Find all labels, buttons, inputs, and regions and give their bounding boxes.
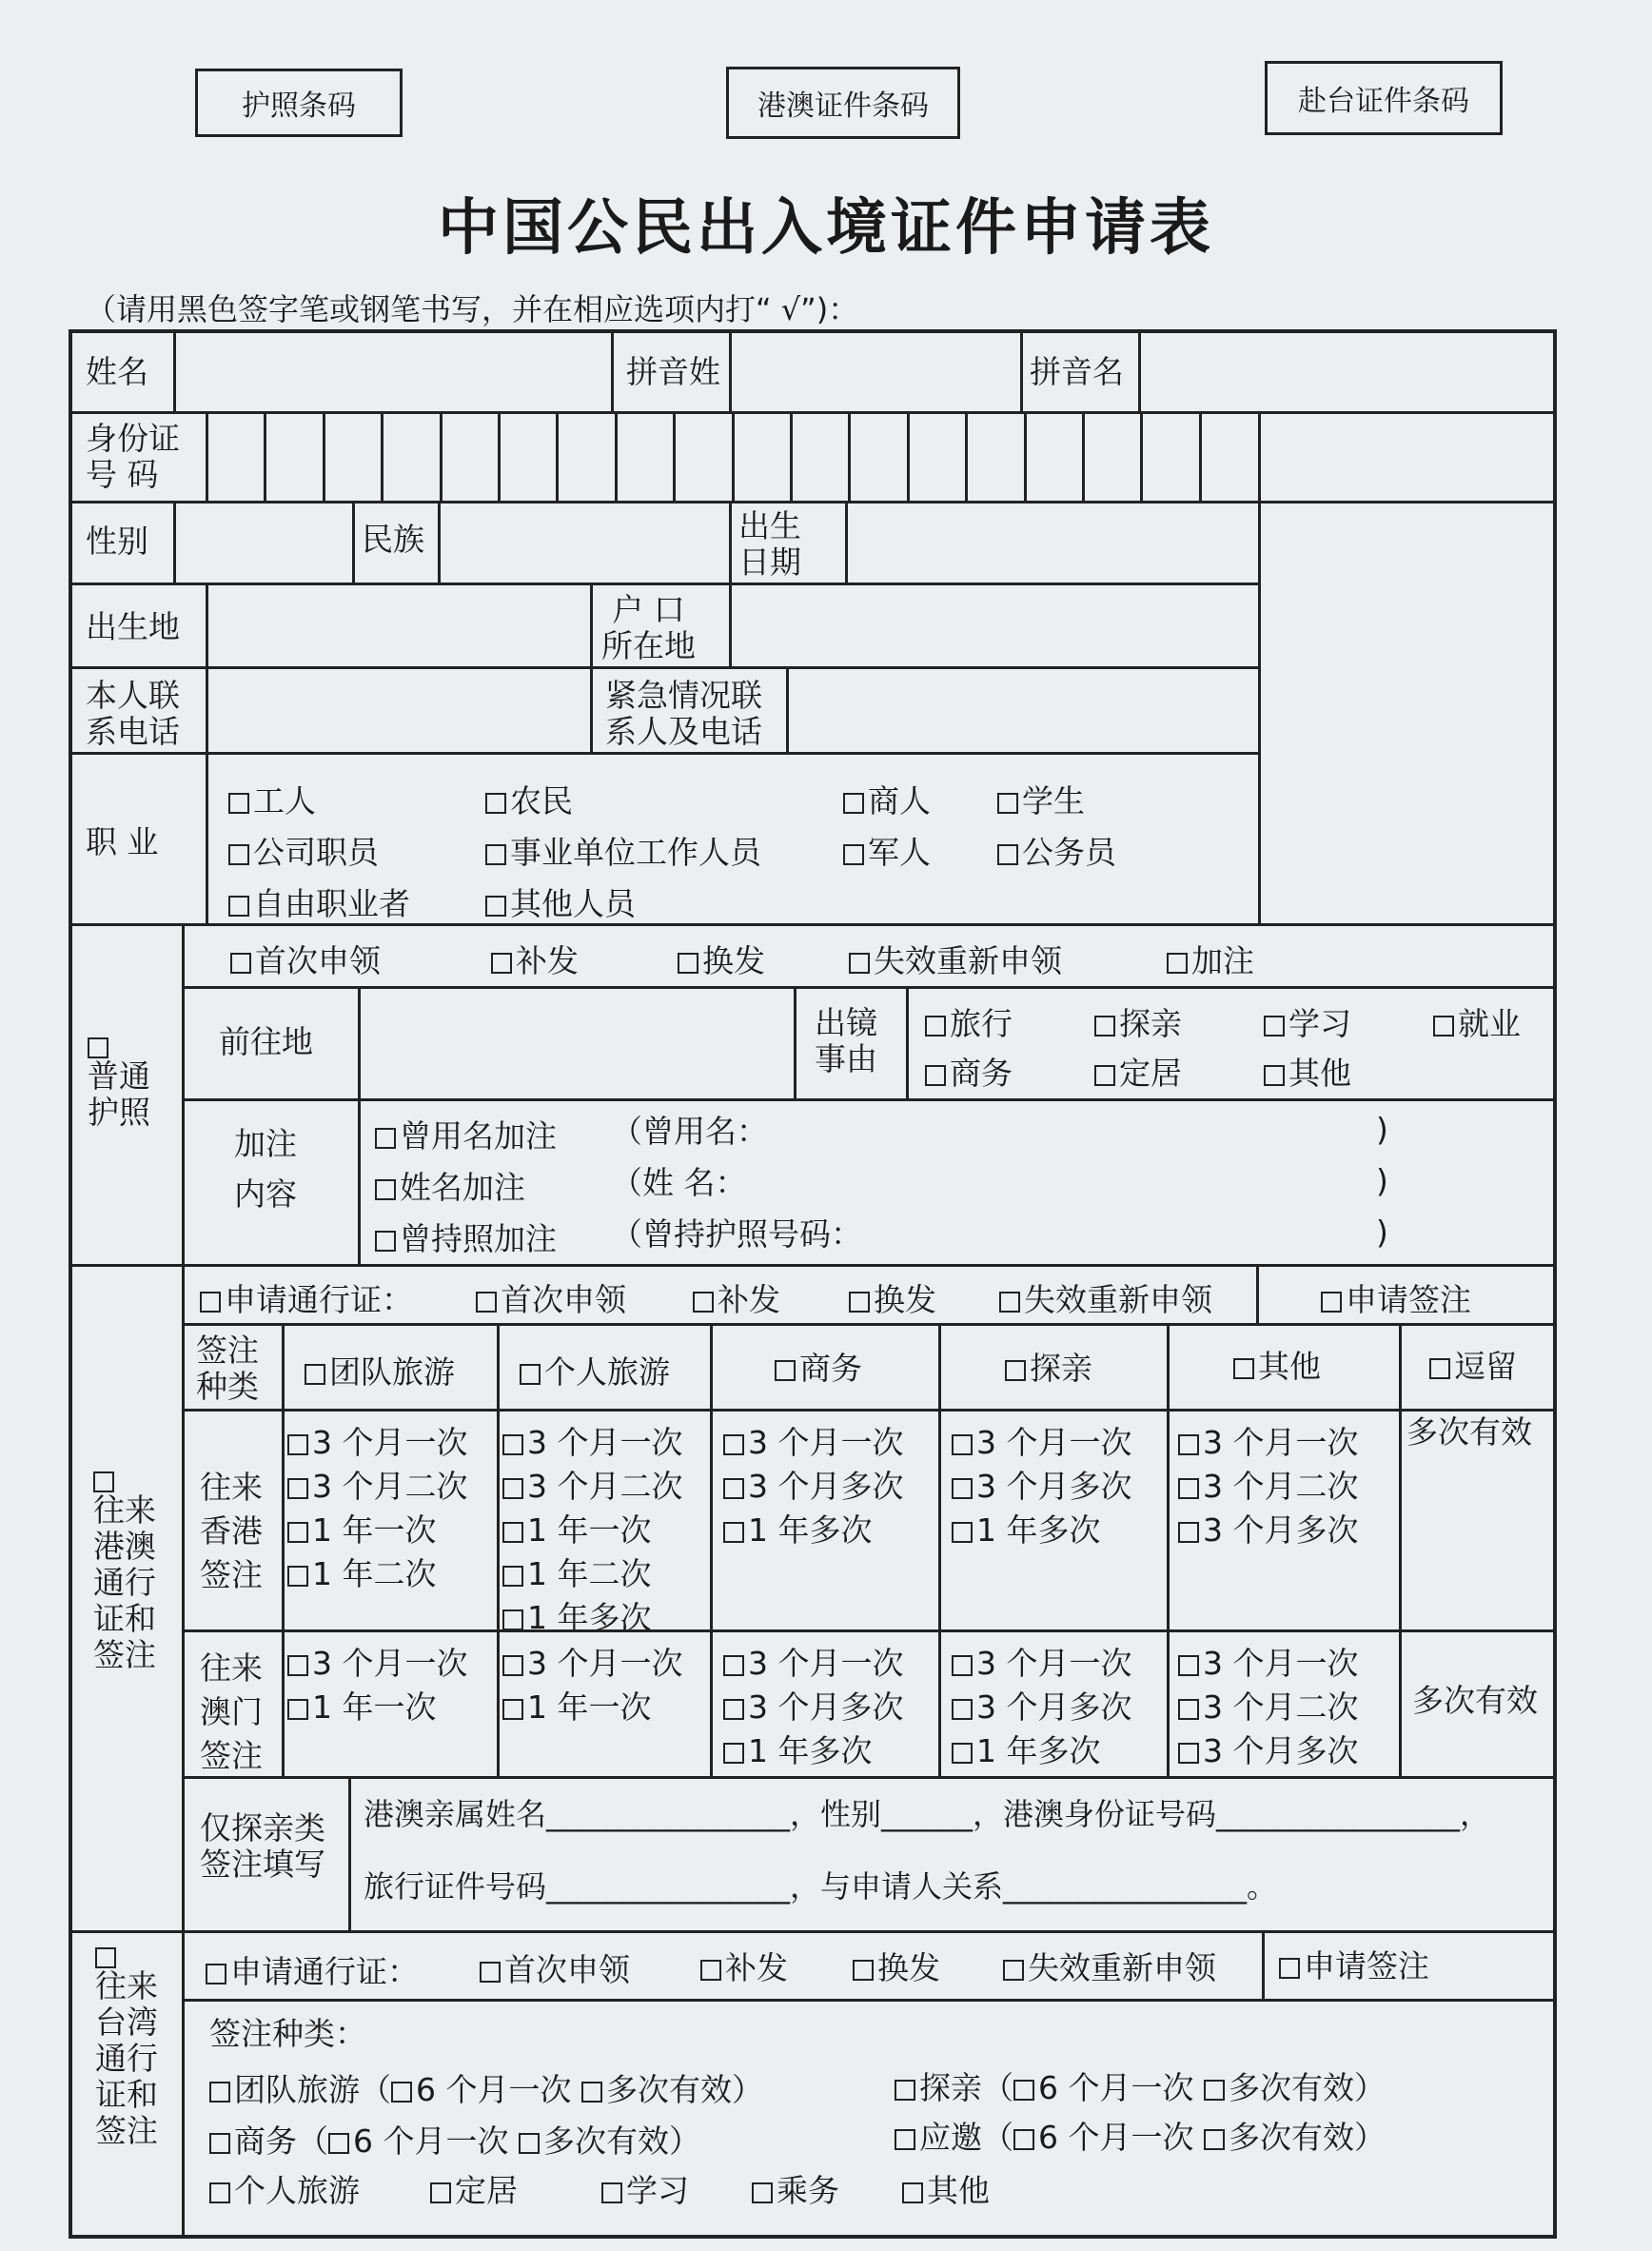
hkmo-apply-option[interactable]: 换发: [849, 1275, 936, 1320]
exit-reason-option[interactable]: 学习: [1264, 999, 1351, 1044]
checkbox-icon[interactable]: [228, 844, 249, 865]
taiwan-apply-option[interactable]: 换发: [853, 1944, 940, 1988]
visa-validity-option[interactable]: 1 年多次: [723, 1727, 873, 1771]
checkbox-icon[interactable]: [502, 1522, 523, 1543]
visa-validity-option[interactable]: 3 个月多次: [1178, 1727, 1359, 1771]
id-cell-divider: [264, 411, 266, 501]
checkbox-icon[interactable]: [723, 1743, 744, 1764]
checkbox-icon[interactable]: [1279, 1958, 1300, 1979]
passport-apply-option[interactable]: 加注: [1167, 937, 1254, 981]
checkbox-icon[interactable]: [1429, 1358, 1450, 1379]
checkbox-icon[interactable]: [1204, 2080, 1225, 2101]
visa-validity-option[interactable]: 3 个月一次: [1178, 1639, 1359, 1684]
checkbox-icon[interactable]: [1264, 1065, 1285, 1086]
close-paren: ): [1376, 1111, 1388, 1148]
id-cell-divider: [556, 411, 559, 501]
visa-validity-option[interactable]: 3 个月二次: [287, 1462, 468, 1507]
checkbox-icon[interactable]: [1321, 1292, 1342, 1313]
instruction-note: （请用黑色签字笔或钢笔书写，并在相应选项内打“ √”)：: [86, 291, 859, 327]
endorsement-option[interactable]: 姓名加注: [375, 1163, 525, 1208]
visa-validity-option[interactable]: 1 年多次: [502, 1593, 652, 1638]
id-number-label: 身份证 号 码: [86, 420, 180, 493]
visa-validity-option[interactable]: 1 年一次: [287, 1683, 437, 1728]
checkbox-icon[interactable]: [1178, 1655, 1199, 1676]
checkbox-icon[interactable]: [287, 1434, 308, 1455]
sex-label: 性别: [86, 523, 148, 560]
checkbox-icon[interactable]: [287, 1566, 308, 1587]
occupation-label: 职 业: [86, 823, 159, 860]
hkmo-visa-option[interactable]: 申请签注: [1321, 1275, 1471, 1320]
checkbox-icon[interactable]: [228, 793, 249, 814]
checkbox-icon[interactable]: [519, 2133, 540, 2154]
checkbox-icon[interactable]: [902, 2182, 923, 2203]
visa-type-option[interactable]: 其他: [1233, 1342, 1321, 1387]
visa-validity-option[interactable]: 1 年多次: [952, 1506, 1101, 1550]
passport-barcode-box: [195, 69, 403, 137]
checkbox-icon[interactable]: [925, 1065, 946, 1086]
taiwan-apply-option[interactable]: 首次申领: [480, 1945, 630, 1990]
checkbox-icon[interactable]: [1094, 1065, 1115, 1086]
visa-type-option[interactable]: 探亲: [1005, 1344, 1092, 1389]
checkbox-icon[interactable]: [93, 1471, 114, 1492]
checkbox-icon[interactable]: [723, 1478, 744, 1499]
name-label: 姓名: [86, 353, 148, 390]
checkbox-icon[interactable]: [849, 1292, 870, 1313]
checkbox-icon[interactable]: [1178, 1743, 1199, 1764]
hkmo-permit-option[interactable]: 申请通行证：: [200, 1275, 413, 1320]
id-cell-divider: [381, 411, 384, 501]
taiwan-barcode-label: 赴台证件条码: [1298, 85, 1469, 118]
checkbox-icon[interactable]: [895, 2129, 915, 2150]
id-cell-divider: [848, 411, 851, 501]
visa-validity-option[interactable]: 3 个月二次: [502, 1462, 683, 1507]
visa-validity-option[interactable]: 3 个月一次: [723, 1639, 904, 1684]
former-passport-field-label: （曾持护照号码：: [611, 1215, 862, 1253]
id-cell-divider: [1024, 411, 1027, 501]
exit-reason-option[interactable]: 商务: [925, 1049, 1013, 1094]
visa-type-option[interactable]: 商务: [775, 1344, 862, 1389]
checkbox-icon[interactable]: [1178, 1478, 1199, 1499]
id-cell-divider: [498, 411, 501, 501]
checkbox-icon[interactable]: [752, 2182, 773, 2203]
taiwan-permit-option[interactable]: 申请通行证：: [206, 1947, 419, 1992]
checkbox-icon[interactable]: [1264, 1016, 1285, 1037]
checkbox-icon[interactable]: [997, 844, 1018, 865]
id-cell-divider: [790, 411, 793, 501]
checkbox-icon[interactable]: [1204, 2129, 1225, 2150]
id-cell-divider: [1082, 411, 1085, 501]
checkbox-icon[interactable]: [88, 1037, 108, 1058]
checkbox-icon[interactable]: [502, 1566, 523, 1587]
checkbox-icon[interactable]: [520, 1364, 541, 1385]
checkbox-icon[interactable]: [209, 2182, 230, 2203]
hkmo-apply-option[interactable]: 补发: [693, 1275, 780, 1320]
checkbox-icon[interactable]: [391, 2082, 412, 2103]
destination-label: 前往地: [219, 1023, 313, 1060]
taiwan-visa-option[interactable]: 申请签注: [1279, 1942, 1429, 1986]
checkbox-icon[interactable]: [430, 2182, 451, 2203]
given-pinyin-label: 拼音名: [1030, 353, 1124, 390]
dob-label: 出生 日期: [738, 507, 801, 581]
visa-validity-option[interactable]: 3 个月一次: [287, 1418, 468, 1463]
checkbox-icon[interactable]: [485, 844, 506, 865]
birthplace-label: 出生地: [86, 608, 180, 645]
checkbox-icon[interactable]: [375, 1179, 396, 1200]
checkbox-icon[interactable]: [700, 1960, 721, 1981]
occupation-option[interactable]: 公务员: [997, 828, 1116, 873]
checkbox-icon[interactable]: [952, 1655, 973, 1676]
checkbox-icon[interactable]: [95, 1947, 116, 1968]
checkbox-icon[interactable]: [952, 1522, 973, 1543]
id-cell-divider: [732, 411, 735, 501]
ethnicity-label: 民族: [362, 521, 424, 558]
visa-validity-option[interactable]: 1 年一次: [502, 1683, 652, 1728]
taiwan-visa-row[interactable]: 团队旅游（ 6 个月一次 多次有效）: [209, 2065, 763, 2110]
id-cell-divider: [323, 411, 325, 501]
visa-validity-option[interactable]: 3 个月一次: [952, 1639, 1132, 1684]
checkbox-icon[interactable]: [287, 1478, 308, 1499]
checkbox-icon[interactable]: [1178, 1699, 1199, 1720]
exit-reason-option[interactable]: 旅行: [925, 999, 1013, 1044]
occupation-option[interactable]: 商人: [843, 777, 931, 821]
checkbox-icon[interactable]: [502, 1655, 523, 1676]
checkbox-icon[interactable]: [502, 1609, 523, 1630]
passport-barcode-label: 护照条码: [242, 89, 356, 123]
checkbox-icon[interactable]: [305, 1364, 325, 1385]
close-paren: ): [1376, 1162, 1388, 1199]
exit-reason-option[interactable]: 其他: [1264, 1049, 1351, 1094]
checkbox-icon[interactable]: [502, 1699, 523, 1720]
former-name-field-label: （曾用名：: [611, 1113, 768, 1150]
taiwan-visa-option[interactable]: 定居: [430, 2166, 518, 2211]
checkbox-icon[interactable]: [581, 2082, 602, 2103]
endorsement-content-label: 加注 内容: [234, 1125, 297, 1213]
relative-info-label: 仅探亲类 签注填写: [200, 1809, 325, 1883]
hk-stay-multi: 多次有效: [1406, 1413, 1532, 1451]
exit-reason-option[interactable]: 就业: [1433, 999, 1521, 1044]
taiwan-visa-option[interactable]: 学习: [601, 2166, 689, 2211]
checkbox-icon[interactable]: [1167, 953, 1188, 974]
checkbox-icon[interactable]: [849, 953, 870, 974]
passport-apply-option[interactable]: 失效重新申领: [849, 937, 1062, 981]
checkbox-icon[interactable]: [952, 1699, 973, 1720]
id-cell-divider: [440, 411, 442, 501]
checkbox-icon[interactable]: [723, 1522, 744, 1543]
phone-label: 本人联 系电话: [86, 677, 180, 750]
checkbox-icon[interactable]: [206, 1964, 226, 1984]
checkbox-icon[interactable]: [328, 2133, 349, 2154]
visa-validity-option[interactable]: 3 个月一次: [952, 1418, 1132, 1463]
hkmo-apply-option[interactable]: 首次申领: [476, 1275, 626, 1320]
checkbox-icon[interactable]: [723, 1655, 744, 1676]
hkmo-section-label: 往来 港澳 通行 证和 签注: [93, 1471, 156, 1673]
occupation-option[interactable]: 学生: [997, 777, 1085, 821]
checkbox-icon[interactable]: [200, 1292, 221, 1313]
checkbox-icon[interactable]: [925, 1016, 946, 1037]
checkbox-icon[interactable]: [999, 1292, 1020, 1313]
visa-validity-option[interactable]: 3 个月一次: [723, 1418, 904, 1463]
taiwan-visa-type-label: 签注种类：: [209, 2015, 366, 2052]
checkbox-icon[interactable]: [480, 1962, 501, 1983]
endorsement-option[interactable]: 曾持照加注: [375, 1214, 557, 1259]
checkbox-icon[interactable]: [375, 1231, 396, 1252]
checkbox-icon[interactable]: [1178, 1522, 1199, 1543]
taiwan-visa-row[interactable]: 应邀（ 6 个月一次 多次有效）: [895, 2113, 1386, 2158]
checkbox-icon[interactable]: [843, 844, 864, 865]
checkbox-icon[interactable]: [476, 1292, 497, 1313]
visa-validity-option[interactable]: 3 个月多次: [723, 1462, 904, 1507]
checkbox-icon[interactable]: [230, 953, 251, 974]
exit-reason-option[interactable]: 定居: [1094, 1049, 1182, 1094]
name-endorse-field-label: （姓 名：: [611, 1164, 747, 1201]
id-cell-divider: [1199, 411, 1202, 501]
id-cell-divider: [673, 411, 676, 501]
visa-validity-option[interactable]: 3 个月二次: [1178, 1683, 1359, 1728]
exit-reason-label: 出镜 事由: [815, 1004, 877, 1077]
taiwan-visa-option[interactable]: 个人旅游: [209, 2166, 360, 2211]
checkbox-icon[interactable]: [485, 896, 506, 917]
checkbox-icon[interactable]: [997, 793, 1018, 814]
checkbox-icon[interactable]: [491, 953, 512, 974]
occupation-option[interactable]: 军人: [843, 828, 931, 873]
relative-info-line-1[interactable]: 港澳亲属姓名________________，性别______，港澳身份证号码________________，: [364, 1796, 1491, 1832]
id-cell-divider: [615, 411, 618, 501]
visa-type-option[interactable]: 逗留: [1429, 1342, 1517, 1387]
checkbox-icon[interactable]: [693, 1292, 714, 1313]
occupation-option[interactable]: 工人: [228, 777, 316, 821]
visa-validity-option[interactable]: 3 个月多次: [1178, 1506, 1359, 1550]
taiwan-apply-option[interactable]: 失效重新申领: [1003, 1944, 1216, 1988]
passport-apply-option[interactable]: 首次申领: [230, 937, 381, 981]
checkbox-icon[interactable]: [895, 2080, 915, 2101]
occupation-option[interactable]: 农民: [485, 777, 573, 821]
taiwan-visa-option[interactable]: 其他: [902, 2166, 990, 2211]
checkbox-icon[interactable]: [209, 2082, 230, 2103]
id-cell-divider: [907, 411, 910, 501]
passport-section-label: 普通 护照: [88, 1037, 150, 1131]
endorsement-option[interactable]: 曾用名加注: [375, 1112, 557, 1156]
taiwan-visa-row[interactable]: 探亲（ 6 个月一次 多次有效）: [895, 2063, 1386, 2108]
id-cell-divider: [965, 411, 968, 501]
checkbox-icon[interactable]: [1003, 1960, 1024, 1981]
checkbox-icon[interactable]: [601, 2182, 622, 2203]
exit-reason-option[interactable]: 探亲: [1094, 999, 1182, 1044]
visa-validity-option[interactable]: 3 个月多次: [952, 1462, 1132, 1507]
visa-validity-option[interactable]: 1 年二次: [502, 1550, 652, 1594]
checkbox-icon[interactable]: [1005, 1360, 1026, 1381]
checkbox-icon[interactable]: [843, 793, 864, 814]
checkbox-icon[interactable]: [723, 1699, 744, 1720]
id-cell-divider: [1140, 411, 1143, 501]
hkmo-barcode-box: [726, 67, 960, 139]
taiwan-barcode-box: [1265, 61, 1503, 135]
checkbox-icon[interactable]: [228, 896, 249, 917]
checkbox-icon[interactable]: [485, 793, 506, 814]
checkbox-icon[interactable]: [723, 1434, 744, 1455]
checkbox-icon[interactable]: [775, 1360, 796, 1381]
checkbox-icon[interactable]: [375, 1128, 396, 1149]
relative-info-line-2[interactable]: 旅行证件号码________________，与申请人关系________________。: [364, 1868, 1278, 1905]
form-title: 中国公民出入境证件申请表: [438, 193, 1214, 264]
visa-type-option[interactable]: 团队旅游: [305, 1348, 455, 1392]
application-form: [69, 329, 1557, 2239]
visa-type-label: 签注 种类: [196, 1332, 259, 1405]
visa-validity-option[interactable]: 1 年一次: [287, 1506, 437, 1550]
mo-visa-label: 往来 澳门 签注: [200, 1649, 263, 1775]
checkbox-icon[interactable]: [1178, 1434, 1199, 1455]
visa-type-option[interactable]: 个人旅游: [520, 1348, 670, 1392]
taiwan-visa-row[interactable]: 商务（ 6 个月一次 多次有效）: [209, 2117, 700, 2162]
checkbox-icon[interactable]: [1013, 2080, 1034, 2101]
checkbox-icon[interactable]: [952, 1743, 973, 1764]
taiwan-apply-option[interactable]: 补发: [700, 1944, 788, 1988]
occupation-option[interactable]: 自由职业者: [228, 879, 410, 924]
visa-validity-option[interactable]: 3 个月一次: [1178, 1418, 1359, 1463]
checkbox-icon[interactable]: [1433, 1016, 1454, 1037]
passport-apply-option[interactable]: 补发: [491, 937, 579, 981]
checkbox-icon[interactable]: [1094, 1016, 1115, 1037]
surname-pinyin-label: 拼音姓: [626, 353, 720, 390]
name-field[interactable]: [187, 348, 605, 398]
checkbox-icon[interactable]: [952, 1478, 973, 1499]
visa-validity-option[interactable]: 1 年一次: [502, 1506, 652, 1550]
visa-validity-option[interactable]: 1 年多次: [723, 1506, 873, 1550]
visa-validity-option[interactable]: 3 个月一次: [287, 1639, 468, 1684]
occupation-option[interactable]: 公司职员: [228, 828, 379, 873]
visa-validity-option[interactable]: 1 年二次: [287, 1550, 437, 1594]
close-paren: ): [1376, 1214, 1388, 1251]
checkbox-icon[interactable]: [287, 1522, 308, 1543]
hukou-label: 户 口 所在地: [601, 591, 696, 664]
checkbox-icon[interactable]: [678, 953, 698, 974]
checkbox-icon[interactable]: [853, 1960, 874, 1981]
mo-stay-multi: 多次有效: [1412, 1682, 1538, 1719]
visa-validity-option[interactable]: 3 个月一次: [502, 1639, 683, 1684]
hk-visa-label: 往来 香港 签注: [200, 1469, 263, 1594]
hkmo-apply-option[interactable]: 失效重新申领: [999, 1275, 1212, 1320]
checkbox-icon[interactable]: [952, 1434, 973, 1455]
visa-validity-option[interactable]: 3 个月二次: [1178, 1462, 1359, 1507]
checkbox-icon[interactable]: [502, 1478, 523, 1499]
checkbox-icon[interactable]: [287, 1655, 308, 1676]
visa-validity-option[interactable]: 3 个月多次: [723, 1683, 904, 1728]
hkmo-barcode-label: 港澳证件条码: [757, 89, 929, 123]
emergency-contact-label: 紧急情况联 系人及电话: [605, 677, 762, 750]
visa-validity-option[interactable]: 3 个月多次: [952, 1683, 1132, 1728]
checkbox-icon[interactable]: [209, 2133, 230, 2154]
checkbox-icon[interactable]: [1233, 1358, 1254, 1379]
checkbox-icon[interactable]: [1013, 2129, 1034, 2150]
taiwan-visa-option[interactable]: 乘务: [752, 2166, 839, 2211]
taiwan-section-label: 往来 台湾 通行 证和 签注: [95, 1947, 158, 2149]
checkbox-icon[interactable]: [287, 1699, 308, 1720]
visa-validity-option[interactable]: 1 年多次: [952, 1727, 1101, 1771]
occupation-option[interactable]: 其他人员: [485, 879, 636, 924]
checkbox-icon[interactable]: [502, 1434, 523, 1455]
passport-apply-option[interactable]: 换发: [678, 937, 765, 981]
occupation-option[interactable]: 事业单位工作人员: [485, 828, 761, 873]
visa-validity-option[interactable]: 3 个月一次: [502, 1418, 683, 1463]
